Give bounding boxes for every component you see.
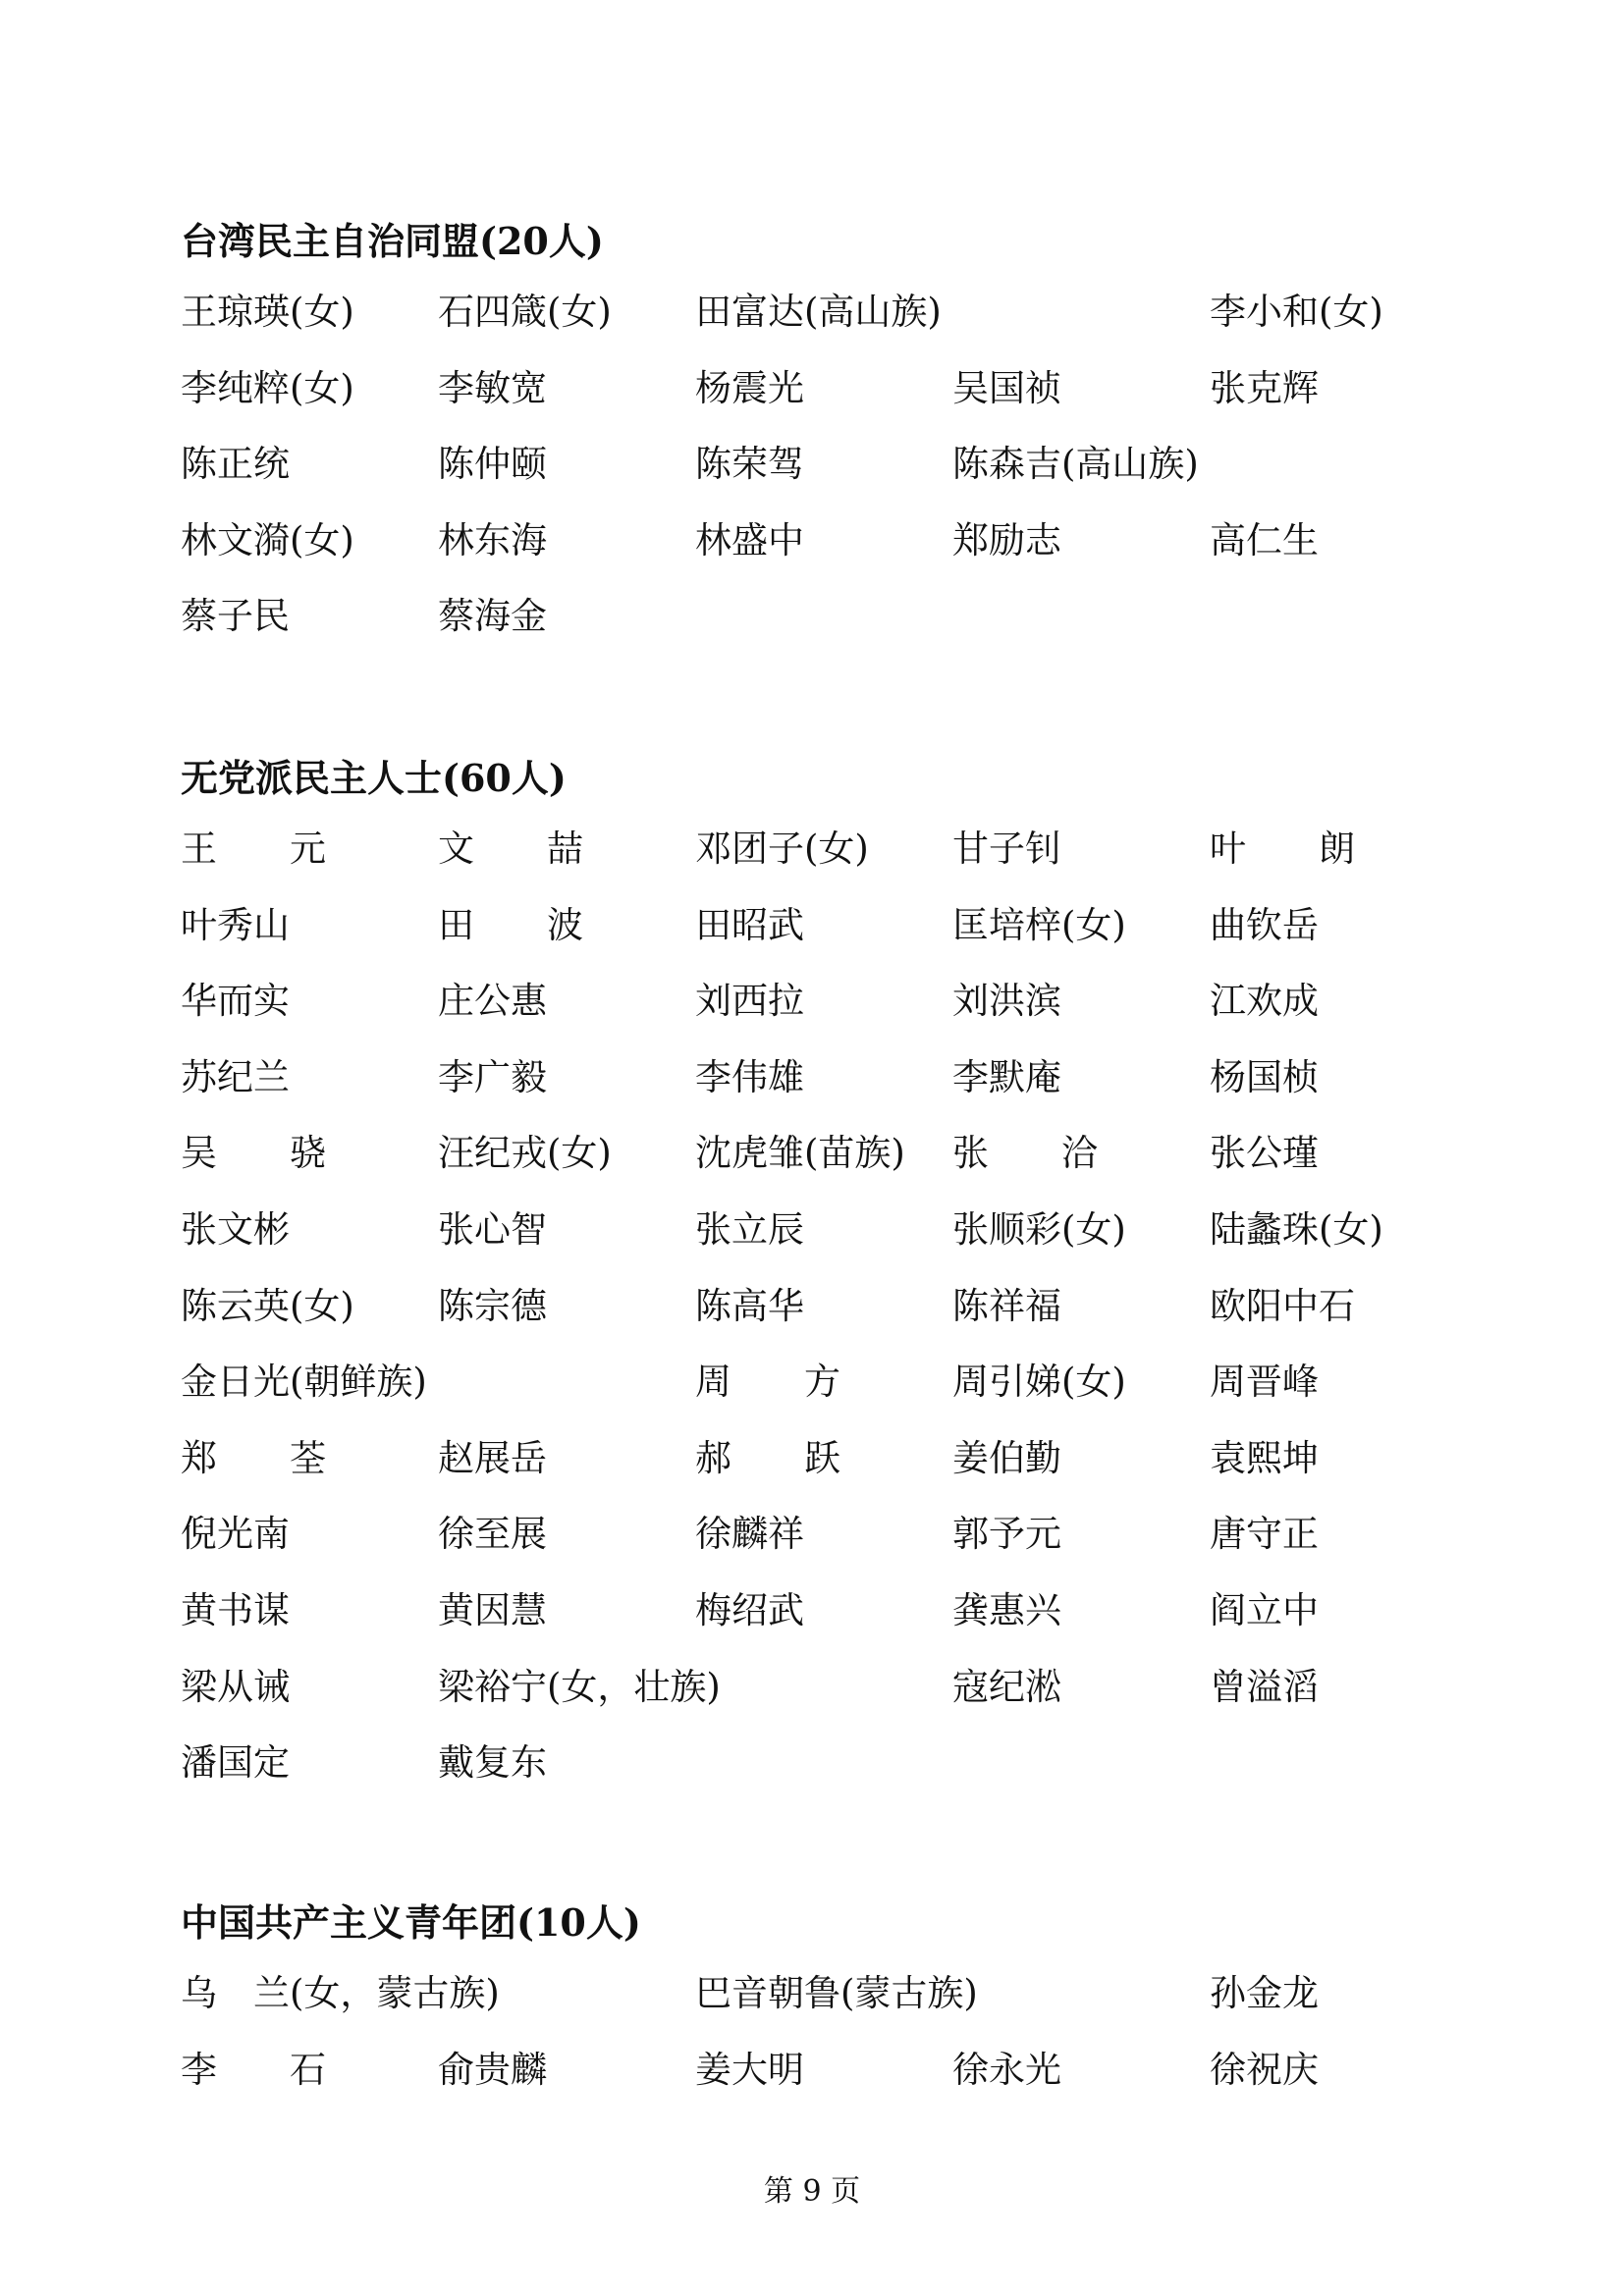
member-name: 石四箴(女) <box>438 291 612 333</box>
member-name: 吴 骁 <box>181 1132 326 1175</box>
member-name: 郑励志 <box>952 518 1061 561</box>
page-number: 第 9 页 <box>763 2174 861 2209</box>
member-name: 徐祝庆 <box>1210 2048 1319 2091</box>
member-name: 龚惠兴 <box>952 1589 1061 1631</box>
member-name: 唐守正 <box>1210 1513 1319 1556</box>
member-name: 田昭武 <box>695 903 804 946</box>
member-name: 陈宗德 <box>438 1284 547 1327</box>
member-name: 赵展岳 <box>438 1436 547 1479</box>
member-name: 曲钦岳 <box>1210 903 1319 946</box>
member-name: 张克辉 <box>1210 366 1319 409</box>
member-name: 林盛中 <box>695 518 804 561</box>
member-name: 陈仲颐 <box>438 443 547 486</box>
member-name: 文 喆 <box>438 828 583 870</box>
member-name: 苏纪兰 <box>181 1055 290 1098</box>
member-name: 李默庵 <box>952 1055 1061 1098</box>
member-name: 姜大明 <box>695 2048 804 2091</box>
member-name: 刘洪滨 <box>952 980 1061 1023</box>
member-name: 陈云英(女) <box>181 1284 354 1327</box>
member-name: 蔡海金 <box>438 595 547 638</box>
member-name: 徐至展 <box>438 1513 547 1556</box>
member-name: 张公瑾 <box>1210 1132 1319 1175</box>
member-name: 陈高华 <box>695 1284 804 1327</box>
member-name: 李纯粹(女) <box>181 366 354 409</box>
member-name: 梅绍武 <box>695 1589 804 1631</box>
member-name: 林文漪(女) <box>181 518 354 561</box>
member-name: 周晋峰 <box>1210 1361 1319 1404</box>
member-name: 李敏宽 <box>438 366 547 409</box>
member-name: 梁从诫 <box>181 1665 290 1708</box>
member-name: 潘国定 <box>181 1741 290 1785</box>
member-name: 田富达(高山族) <box>695 291 942 333</box>
member-name: 杨国桢 <box>1210 1055 1319 1098</box>
member-name: 庄公惠 <box>438 980 547 1023</box>
member-name: 李小和(女) <box>1210 291 1383 333</box>
member-name: 匡培梓(女) <box>952 903 1126 946</box>
member-name: 徐永光 <box>952 2048 1061 2091</box>
member-name: 江欢成 <box>1210 980 1319 1023</box>
member-name: 郑 荃 <box>181 1436 326 1479</box>
member-name: 陈森吉(高山族) <box>952 443 1199 486</box>
member-name: 叶秀山 <box>181 903 290 946</box>
member-name: 张文彬 <box>181 1208 290 1251</box>
member-name: 王 元 <box>181 828 326 870</box>
member-name: 杨震光 <box>695 366 804 409</box>
member-name: 张顺彩(女) <box>952 1208 1126 1251</box>
member-name: 曾溢滔 <box>1210 1665 1319 1708</box>
member-name: 梁裕宁(女，壮族) <box>438 1665 721 1708</box>
member-name: 陈荣驾 <box>695 443 804 486</box>
member-name: 张立辰 <box>695 1208 804 1251</box>
member-name: 乌 兰(女，蒙古族) <box>181 1972 500 2014</box>
member-name: 陆蠡珠(女) <box>1210 1208 1383 1251</box>
member-name: 陈祥福 <box>952 1284 1061 1327</box>
member-name: 郭予元 <box>952 1513 1061 1556</box>
member-name: 沈虎雏(苗族) <box>695 1132 905 1175</box>
member-name: 姜伯勤 <box>952 1436 1061 1479</box>
member-name: 李广毅 <box>438 1055 547 1098</box>
member-name: 陈正统 <box>181 443 290 486</box>
member-name: 袁熙坤 <box>1210 1436 1319 1479</box>
member-name: 蔡子民 <box>181 595 290 638</box>
member-name: 张心智 <box>438 1208 547 1251</box>
member-name: 俞贵麟 <box>438 2048 547 2091</box>
member-name: 阎立中 <box>1210 1589 1319 1631</box>
member-name: 汪纪戎(女) <box>438 1132 612 1175</box>
member-name: 邓团子(女) <box>695 828 869 870</box>
member-name: 张 洽 <box>952 1132 1098 1175</box>
member-name: 倪光南 <box>181 1513 290 1556</box>
member-name: 巴音朝鲁(蒙古族) <box>695 1972 978 2014</box>
member-name: 田 波 <box>438 903 583 946</box>
member-name: 周 方 <box>695 1361 840 1404</box>
member-name: 周引娣(女) <box>952 1361 1126 1404</box>
member-name: 华而实 <box>181 980 290 1023</box>
member-name: 戴复东 <box>438 1741 547 1785</box>
member-name: 高仁生 <box>1210 518 1319 561</box>
member-name: 林东海 <box>438 518 547 561</box>
member-name: 刘西拉 <box>695 980 804 1023</box>
member-name: 李伟雄 <box>695 1055 804 1098</box>
section-heading: 中国共产主义青年团(10人) <box>181 1900 641 1945</box>
member-name: 黄书谋 <box>181 1589 290 1631</box>
member-name: 孙金龙 <box>1210 1972 1319 2014</box>
member-name: 甘子钊 <box>952 828 1061 870</box>
member-name: 寇纪淞 <box>952 1665 1061 1708</box>
member-name: 李 石 <box>181 2048 326 2091</box>
section-heading: 无党派民主人士(60人) <box>181 756 567 800</box>
member-name: 金日光(朝鲜族) <box>181 1361 427 1404</box>
member-name: 郝 跃 <box>695 1436 840 1479</box>
member-name: 徐麟祥 <box>695 1513 804 1556</box>
member-name: 黄因慧 <box>438 1589 547 1631</box>
section-heading: 台湾民主自治同盟(20人) <box>181 219 604 263</box>
member-name: 王琼瑛(女) <box>181 291 354 333</box>
member-name: 叶 朗 <box>1210 828 1355 870</box>
member-name: 欧阳中石 <box>1210 1284 1355 1327</box>
member-name: 吴国祯 <box>952 366 1061 409</box>
